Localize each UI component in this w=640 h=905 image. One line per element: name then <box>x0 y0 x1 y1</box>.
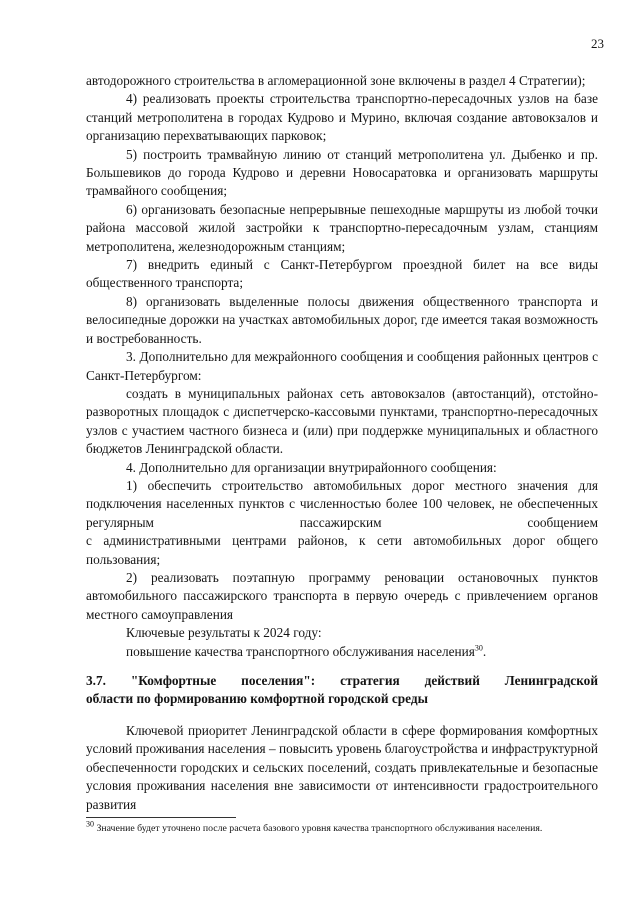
paragraph: Ключевые результаты к 2024 году: <box>126 625 322 641</box>
paragraph: с административными центрами районов, к сети автомобильных дорог общего пользования; <box>86 533 598 567</box>
body-text <box>86 72 598 661</box>
paragraph: повышение качества транспортного обслуживания населения$^{30}$. <box>126 643 487 659</box>
section-intro <box>86 722 598 814</box>
page-number: 23 <box>591 36 604 51</box>
footnote <box>86 819 606 835</box>
section-heading-line: 3.7. "Комфортные поселения": стратегия действий Ленинградской <box>86 673 598 688</box>
footnote-divider <box>86 817 236 818</box>
footnote-marker: 30 <box>86 819 94 829</box>
paragraph: Ключевой приоритет Ленинградской области в сфере формирования комфортных условий проживания населения – повысить уровень благоустройства и инфраструктурной обеспеченности городских и сельских поселений, создать привлекательные и безопасные условия проживания населения вне зависимости от интенсивности градостроительного развития <box>86 723 598 812</box>
paragraph: 1) обеспечить строительство автомобильных дорог местного значения для подключения населенных пунктов с численностью более 100 человек, не обеспеченных регулярным пассажирским сообщением <box>86 477 598 530</box>
section-heading <box>86 672 598 709</box>
paragraph: 4) реализовать проекты строительства транспортно-пересадочных узлов на базе станций метрополитена в городах Кудрово и Мурино, включая создание автовокзалов и организацию перехватывающих парковок; <box>86 91 598 144</box>
paragraph: 8) организовать выделенные полосы движения общественного транспорта и велосипедные дорожки на участках автомобильных дорог, где имеется такая возможность и востребованность. <box>86 293 598 346</box>
paragraph: создать в муниципальных районах сеть автовокзалов (автостанций), отстойно-разворотных площадок с диспетчерско-кассовыми пунктами, транспортно-пересадочных узлов с участием частного бизнеса и (или) при поддержке муниципальных и областного бюджетов Ленинградской области. <box>86 385 598 457</box>
paragraph: 2) реализовать поэтапную программу реновации остановочных пунктов автомобильного пассажирского транспорта в первую очередь с привлечением органов местного самоуправления <box>86 569 598 622</box>
section-heading-line: области по формированию комфортной городской среды <box>86 691 428 707</box>
paragraph: 4. Дополнительно для организации внутрирайонного сообщения: <box>126 459 497 475</box>
paragraph: 7) внедрить единый с Санкт-Петербургом проездной билет на все виды общественного транспорта; <box>86 257 598 291</box>
footnote-reference: 30 <box>474 643 483 653</box>
paragraph: 5) построить трамвайную линию от станций метрополитена ул. Дыбенко и пр. Большевиков до города Кудрово и деревни Новосаратовка и организовать маршруты трамвайного сообщения; <box>86 146 598 199</box>
paragraph: автодорожного строительства в агломерационной зоне включены в раздел 4 Стратегии); <box>86 73 586 88</box>
paragraph: 3. Дополнительно для межрайонного сообщения и сообщения районных центров с Санкт-Петербургом: <box>86 349 598 383</box>
paragraph: 6) организовать безопасные непрерывные пешеходные маршруты из любой точки района массовой жилой застройки к транспортно-пересадочным узлам, станциям метрополитена, железнодорожным станциям; <box>86 201 598 254</box>
footnote-text: Значение будет уточнено после расчета базового уровня качества транспортного обслуживания населения. <box>94 823 543 834</box>
